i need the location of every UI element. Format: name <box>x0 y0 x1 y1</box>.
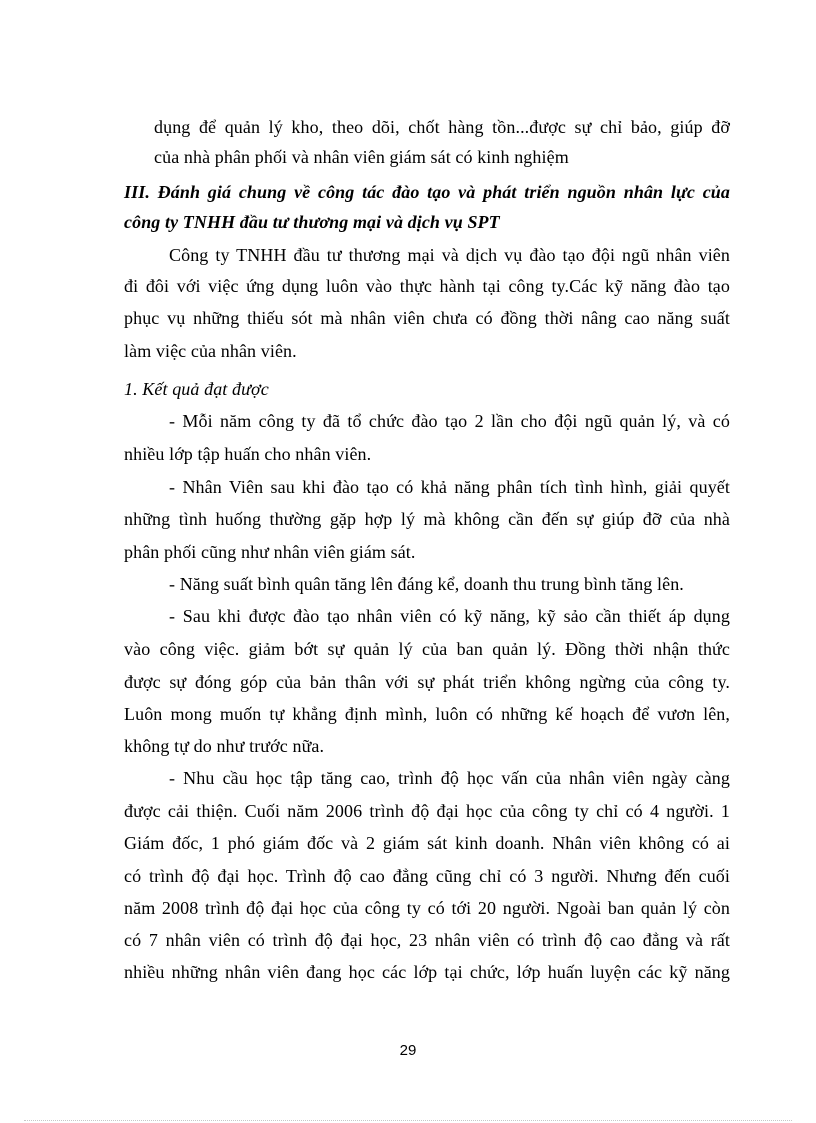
body-line: những tình huống thường gặp hợp lý mà không cần đến sự giúp đỡ của nhà <box>124 509 730 529</box>
body-line: Luôn mong muốn tự khẳng định mình, luôn có những kế hoạch để vươn lên, <box>124 704 730 724</box>
body-line: - Mỗi năm công ty đã tổ chức đào tạo 2 lần cho đội ngũ quản lý, và có <box>169 411 730 431</box>
body-line: của nhà phân phối và nhân viên giám sát có kinh nghiệm <box>154 147 569 167</box>
body-line: phân phối cũng như nhân viên giám sát. <box>124 542 416 562</box>
body-line: được cải thiện. Cuối năm 2006 trình độ đại học của công ty chỉ có 4 người. 1 <box>124 801 730 821</box>
body-line: nhiều lớp tập huấn cho nhân viên. <box>124 444 372 464</box>
body-line: vào công việc. giảm bớt sự quản lý của ban quản lý. Đồng thời nhận thức <box>124 639 730 659</box>
section-heading: công ty TNHH đầu tư thương mại và dịch vụ SPT <box>124 212 500 232</box>
body-line: đi đôi với việc ứng dụng luôn vào thực hành tại công ty.Các kỹ năng đào tạo <box>124 276 730 296</box>
page-bottom-rule <box>24 1120 792 1121</box>
body-line: nhiều những nhân viên đang học các lớp tại chức, lớp huấn luyện các kỹ năng <box>124 962 730 982</box>
body-line: phục vụ những thiếu sót mà nhân viên chưa có đồng thời nâng cao năng suất <box>124 308 730 328</box>
body-line: Giám đốc, 1 phó giám đốc và 2 giám sát kinh doanh. Nhân viên không có ai <box>124 833 730 853</box>
body-line: - Sau khi được đào tạo nhân viên có kỹ năng, kỹ sảo cần thiết áp dụng <box>169 606 730 626</box>
section-heading: III. Đánh giá chung về công tác đào tạo và phát triển nguồn nhân lực của <box>124 182 730 202</box>
body-line: năm 2008 trình độ đại học của công ty có tới 20 người. Ngoài ban quản lý còn <box>124 898 730 918</box>
body-line: được sự đóng góp của bản thân với sự phát triển không ngừng của công ty. <box>124 672 730 692</box>
body-line: - Nhân Viên sau khi đào tạo có khả năng phân tích tình hình, giải quyết <box>169 477 730 497</box>
body-line: có 7 nhân viên có trình độ đại học, 23 nhân viên có trình độ cao đẳng và rất <box>124 930 730 950</box>
body-line: làm việc của nhân viên. <box>124 341 297 361</box>
body-line: dụng để quản lý kho, theo dõi, chốt hàng tồn...được sự chỉ bảo, giúp đỡ <box>154 117 730 137</box>
body-line: - Nhu cầu học tập tăng cao, trình độ học vấn của nhân viên ngày càng <box>169 768 730 788</box>
body-line: có trình độ đại học. Trình độ cao đẳng cũng chỉ có 3 người. Nhưng đến cuối <box>124 866 730 886</box>
subsection-heading: 1. Kết quả đạt được <box>124 379 269 399</box>
body-line: không tự do như trước nữa. <box>124 736 325 756</box>
page-number: 29 <box>399 1042 417 1059</box>
body-line: - Năng suất bình quân tăng lên đáng kể, doanh thu trung bình tăng lên. <box>169 574 684 594</box>
body-line: Công ty TNHH đầu tư thương mại và dịch vụ đào tạo đội ngũ nhân viên <box>169 245 730 265</box>
